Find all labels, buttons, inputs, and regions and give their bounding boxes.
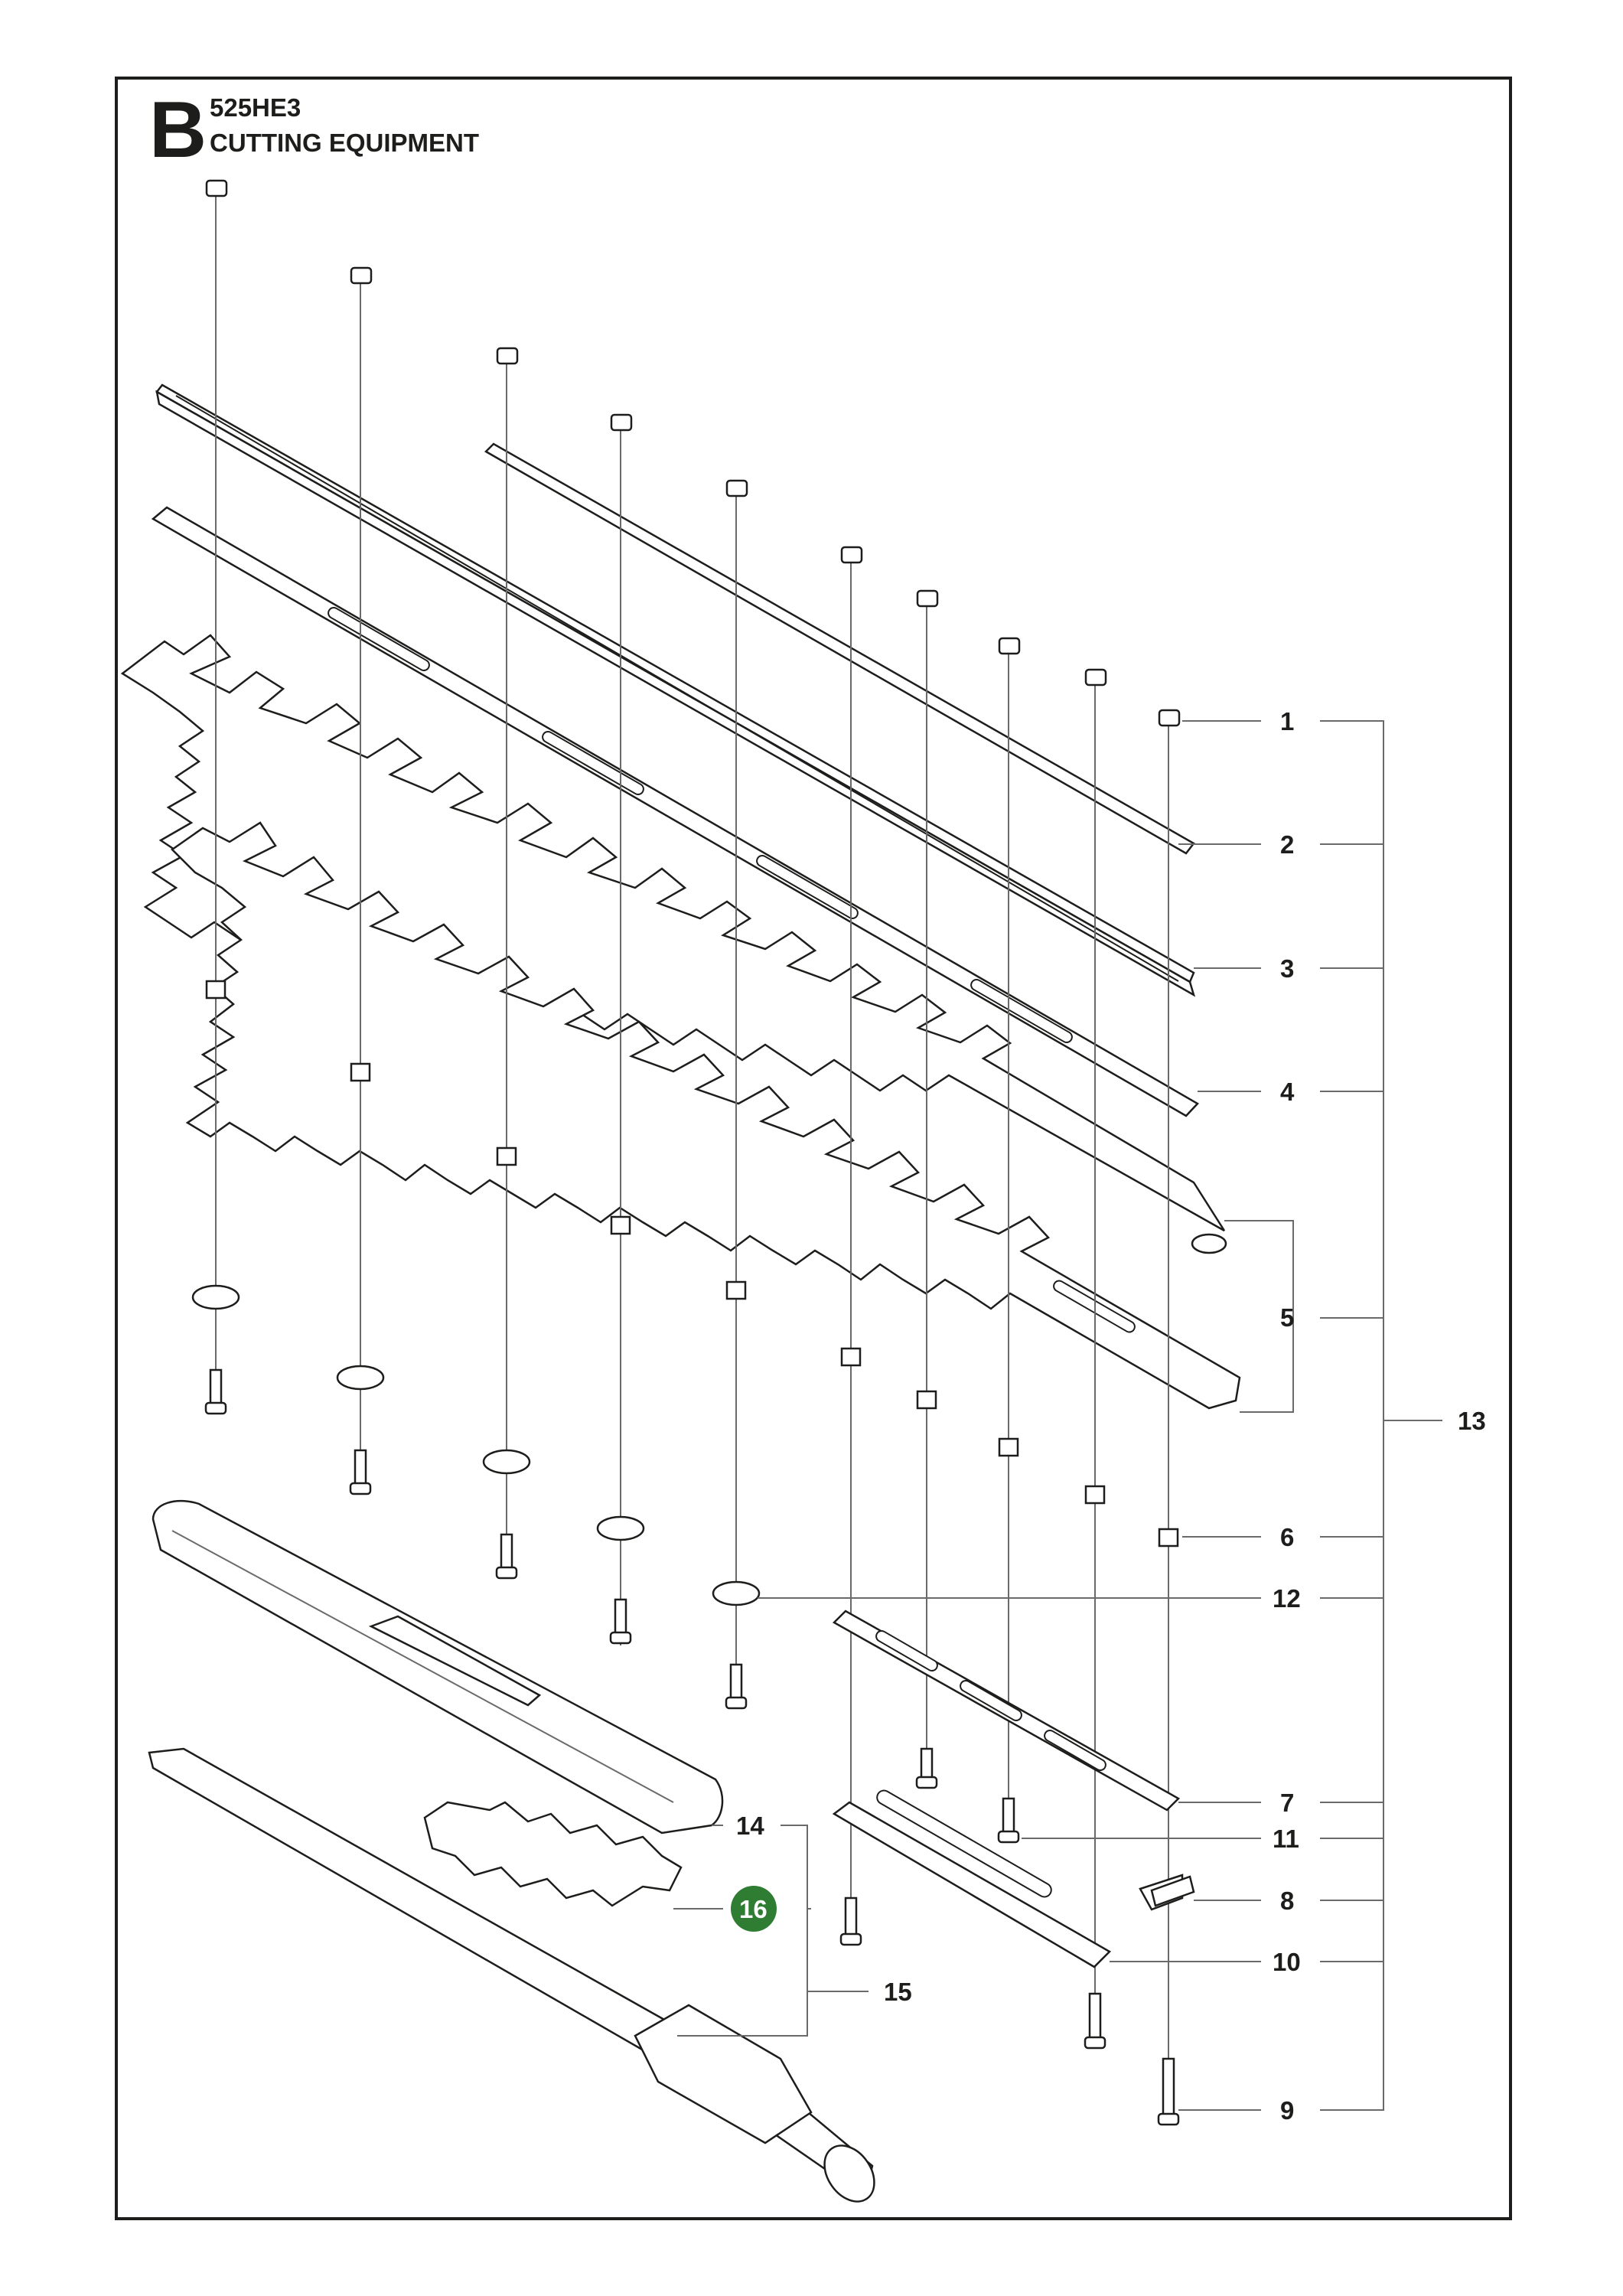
callout-7: 7 xyxy=(1280,1789,1295,1817)
callout-3: 3 xyxy=(1280,954,1295,983)
flange-nuts xyxy=(207,181,1179,726)
callout-2: 2 xyxy=(1280,830,1295,859)
callout-9: 9 xyxy=(1280,2096,1295,2125)
section-letter: B xyxy=(149,86,207,174)
leader-lines xyxy=(673,721,1442,2110)
callout-5: 5 xyxy=(1280,1303,1295,1332)
callout-labels xyxy=(731,707,1486,2125)
callout-11: 11 xyxy=(1273,1825,1299,1853)
callout-8: 8 xyxy=(1280,1887,1295,1915)
callout-6: 6 xyxy=(1280,1523,1295,1551)
support-plate xyxy=(834,1611,1178,1810)
callout-13: 13 xyxy=(1458,1407,1486,1435)
guide-plate xyxy=(834,1788,1110,1967)
model-name: 525HE3 xyxy=(210,93,301,122)
clip xyxy=(1140,1875,1194,1910)
callout-15: 15 xyxy=(884,1978,912,2006)
callout-4: 4 xyxy=(1280,1078,1295,1106)
callout-1: 1 xyxy=(1280,707,1295,735)
callout-10: 10 xyxy=(1273,1948,1301,1976)
section-title: CUTTING EQUIPMENT xyxy=(210,129,479,157)
callout-12: 12 xyxy=(1273,1584,1301,1613)
callout-16: 16 xyxy=(739,1895,768,1923)
callout-14: 14 xyxy=(736,1812,764,1840)
